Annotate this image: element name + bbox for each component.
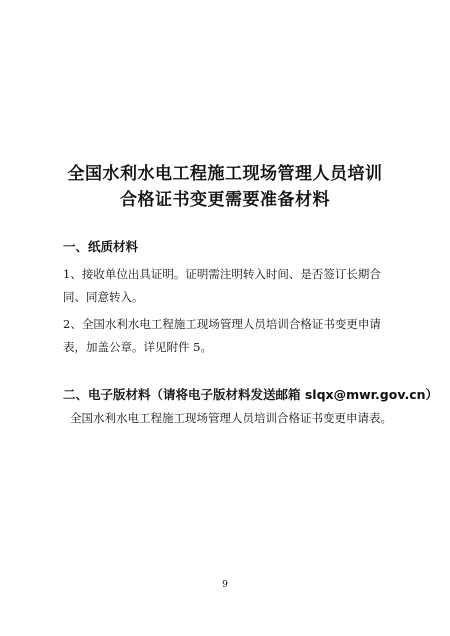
item-1-line-2: 同、同意转入。: [63, 290, 144, 304]
section-2-heading: 二、电子版材料（请将电子版材料发送邮箱 slqx@mwr.gov.cn）: [63, 387, 439, 402]
section-1-heading: 一、纸质材料: [63, 239, 139, 254]
document-title-line-1: 全国水利水电工程施工现场管理人员培训: [67, 164, 383, 184]
item-1-line-1: 1、接收单位出具证明。证明需注明转入时间、是否签订长期合: [63, 267, 381, 281]
item-2-line-1: 2、全国水利水电工程施工现场管理人员培训合格证书变更申请: [63, 317, 381, 331]
section-2-line-1: 全国水利水电工程施工现场管理人员培训合格证书变更申请表。: [70, 411, 392, 425]
page-number: 9: [222, 580, 228, 590]
document-title-line-2: 合格证书变更需要准备材料: [120, 190, 330, 210]
item-2-line-2: 表，加盖公章。详见附件 5。: [63, 340, 212, 354]
